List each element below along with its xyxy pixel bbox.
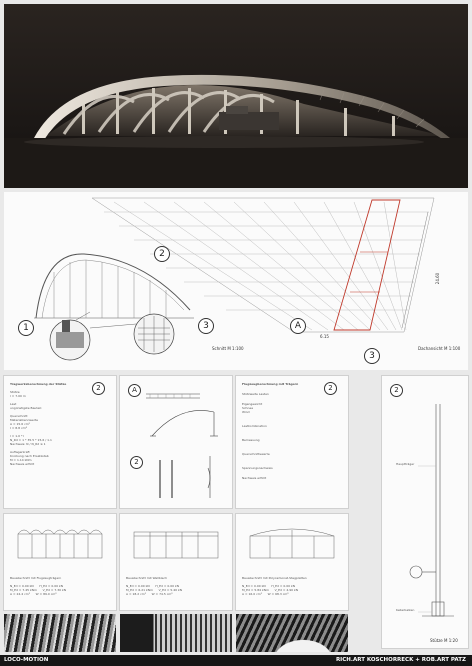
elevation-2-caption: Bauabschnitt mit Wellblech [126,576,168,580]
hall-render-image [4,4,468,188]
elevation-1-drawing [4,514,116,574]
drawings-sheet [4,192,468,370]
value: 16.0 cm² [248,592,262,596]
value-label: M_Ed = [242,588,254,592]
calc2-line: Lastkombination [242,424,267,428]
value-label: H_Ed = [39,584,51,588]
marker-3-section: 3 [198,318,214,334]
detail-scale-label: Stütze M 1:20 [430,638,458,643]
calc1-line: A = 15.6 cm² [10,422,30,426]
value: 4.90 kN [286,588,299,592]
calc2-line: Nachweis erfüllt [242,476,267,480]
calc1-line: Querschnitt [10,414,28,418]
calc2-line: Spannungsnachweis [242,466,273,470]
calc1-lines [10,390,110,466]
calc2-line: Querschnittswerte [242,452,270,456]
value-label: H_Ed = [271,584,283,588]
calc1-line: Stütze [10,390,20,394]
elevation-3-row [242,592,342,596]
calc2-heading: Flugzeugberechnung mit Trägern [242,382,299,386]
photo-corrugated-3 [236,614,348,652]
photo-corrugated-2 [120,614,232,652]
panel-elevation-3 [236,514,348,610]
footer-bar [0,655,472,666]
elevation-2-row [126,592,226,596]
detail-label-bottom: Kellerbalken [396,608,415,612]
elevation-2-values [126,584,226,596]
elevation-3-values [242,584,342,596]
value: 0.00 kN [137,584,150,588]
value: 5.84 kNm [254,588,269,592]
calc1-heading: Tragwerksberechnung der Stütze [10,382,67,386]
value: 5.40 kN [170,588,183,592]
project-authors: RICH.ART KOSCHORRECK + ROB.ART PATZ [335,657,466,663]
panel-calc-roof [236,376,348,508]
value-label: V_Ed = [274,588,286,592]
elevation-3-caption: Bauabschnitt mit Polycarbonat-Stegplatten [242,576,307,580]
value-label: A = [242,592,248,596]
calc1-line: l = 1.0 * l [10,434,25,438]
marker-a-roof: A [290,318,306,334]
value: 74.5 cm³ [159,592,173,596]
roof-view-scale-label: Dachansicht M 1:100 [418,346,461,351]
value: 0.00 kN [167,584,179,588]
calc2-lines [242,392,342,480]
value-label: N_Ed = [126,584,138,588]
elevation-1-row [10,592,110,596]
elevation-2-drawing [120,514,232,574]
value-label: H_Ed = [155,584,167,588]
calc1-line: Auflagerkraft [10,450,30,454]
marker-a-sketch: A [128,384,141,397]
value-label: A = [126,592,132,596]
hero-render [4,4,468,188]
marker-2-sketch: 2 [130,456,143,469]
elevation-1-values [10,584,110,596]
roof-plan-drawing [4,192,468,370]
calc2-line: Stützweite Lasten [242,392,269,396]
calc2-line: Schnee [242,406,254,410]
calc1-line: M = 1.14 kNm [10,458,32,462]
photo-corrugated-1 [4,614,116,652]
calc1-line: l = 7.00 m [10,394,26,398]
value-label: A = [10,592,16,596]
section-scale-label: Schnitt M 1:100 [212,346,244,351]
calc1-line: ungünstigste Bauteil: [10,406,43,410]
calc1-line: N_Rd = 1 * 35.5 * 15.6 / 1.1 [10,438,52,442]
calc2-line: Bemessung [242,438,260,442]
project-title: LOCO-MOTION [4,657,49,663]
panel-calc-column [4,376,116,508]
panel-elevation-1 [4,514,116,610]
marker-2-calc: 2 [92,382,105,395]
value-label: W = [267,592,275,596]
calc1-line: Nachweis: N / N_Rd ≤ 1 [10,442,46,446]
value: 7.30 kN [54,588,67,592]
column-detail-drawing [382,376,468,648]
calc1-line: Last [10,402,17,406]
marker-2-calc-roof: 2 [324,382,337,395]
panel-elevation-2 [120,514,232,610]
value: 0.00 kN [51,584,63,588]
value: 89.0 cm³ [43,592,57,596]
value: 6.21 kNm [138,588,153,592]
marker-2-detail: 2 [390,384,403,397]
value: 68.3 cm³ [275,592,289,596]
value-label: N_Ed = [10,584,22,588]
elevation-1-caption: Bauabschnitt mit Flugzeugträgern [10,576,62,580]
panel-column-detail [382,376,468,648]
value-label: N_Ed = [242,584,254,588]
value: 18.2 cm² [132,592,146,596]
marker-3-roof: 3 [364,348,380,364]
dim-bottom: 6.15 [320,334,329,339]
value-label: V_Ed = [42,588,54,592]
calc1-line: Nachweis erfüllt [10,462,35,466]
value: 7.45 kNm [22,588,37,592]
value-label: W = [151,592,159,596]
calc1-line: Materialkennwerte [10,418,39,422]
value: 24.4 cm² [16,592,30,596]
value-label: V_Ed = [158,588,170,592]
value-label: M_Ed = [126,588,138,592]
calc1-line: Knickung nach Ersatzstab [10,454,49,458]
value: 0.00 kN [283,584,295,588]
value-label: M_Ed = [10,588,22,592]
detail-label-top: Hauptträger [396,462,415,466]
marker-2-roof: 2 [154,246,170,262]
marker-1-section: 1 [18,320,34,336]
calc2-line: Eigengewicht [242,402,263,406]
value: 0.00 kN [253,584,266,588]
calc1-line: I = 8.8 cm⁴ [10,426,27,430]
dim-vertical: 24.60 [435,272,441,285]
value: 0.00 kN [21,584,34,588]
elevation-3-drawing [236,514,348,574]
panel-structure-sketch [120,376,232,508]
calc2-line: Wind [242,410,250,414]
value-label: W = [35,592,43,596]
structure-sketch [120,376,232,508]
